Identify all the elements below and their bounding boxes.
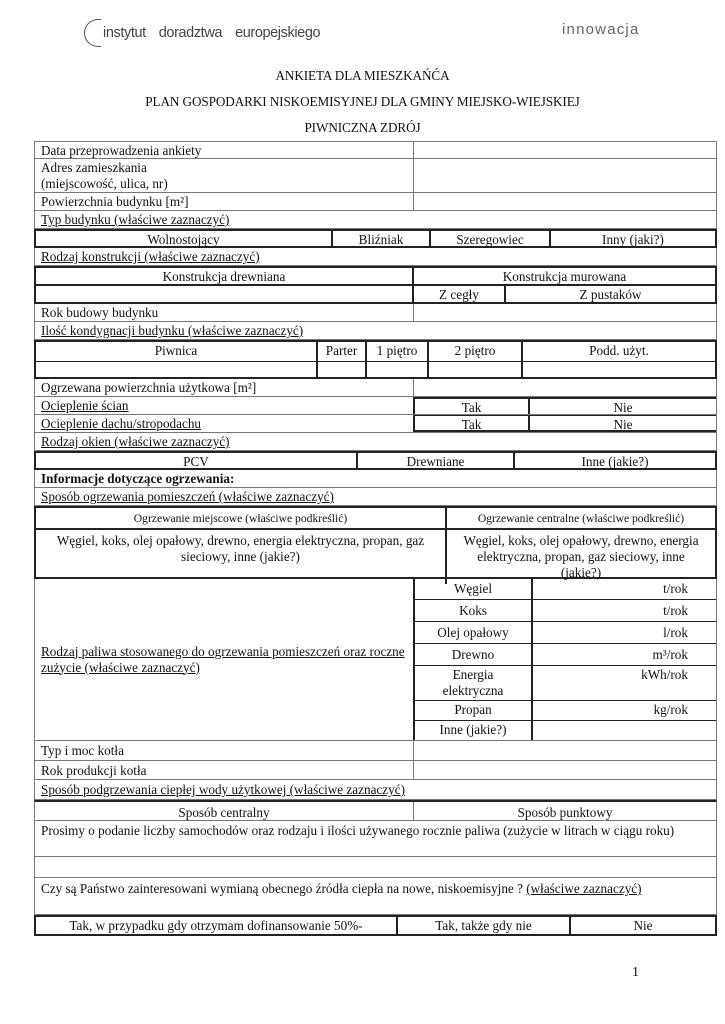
boiler-type-label: Typ i moc kotła	[41, 743, 124, 758]
storey-second-field[interactable]	[427, 362, 521, 377]
fuel-name: Inne (jakie?)	[439, 722, 507, 737]
window-pvc[interactable]: PCV	[183, 454, 209, 469]
central-heating-options[interactable]: Węgiel, koks, olej opałowy, drewno, energia elektryczna, propan, gaz sieciowy, inne (jakie?)	[445, 530, 715, 584]
fuel-amount-field[interactable]: m³/rok	[531, 644, 716, 665]
fuel-amount-field[interactable]: t/rok	[531, 600, 716, 621]
fuel-row-oil	[415, 622, 716, 644]
cars-question-row	[34, 821, 717, 857]
fuel-name: Olej opałowy	[437, 625, 509, 640]
storeys-label-row	[34, 322, 717, 340]
innovation-logo: innowacja	[562, 21, 640, 38]
roof-insulation-row	[34, 415, 717, 433]
hot-water-point[interactable]: Sposób punktowy	[413, 802, 716, 820]
boiler-year-label: Rok produkcji kotła	[41, 763, 147, 778]
survey-date-label: Data przeprowadzenia ankiety	[41, 143, 202, 158]
logo-word-2: doradztwa	[158, 25, 223, 41]
address-field[interactable]	[413, 159, 716, 192]
roof-insulation-label: Ocieplenie dachu/stropodachu	[41, 416, 202, 431]
heating-info-row	[34, 470, 717, 488]
storey-basement: Piwnica	[154, 343, 198, 358]
boiler-type-field[interactable]	[413, 741, 716, 760]
building-type-label: Typ budynku (właściwe zaznaczyć)	[41, 212, 230, 227]
build-year-label: Rok budowy budynku	[41, 305, 159, 320]
construction-masonry[interactable]: Konstrukcja murowana	[414, 268, 715, 286]
fuel-amount-field[interactable]: t/rok	[531, 579, 716, 599]
heating-method-row	[34, 488, 717, 506]
survey-title: ANKIETA DLA MIESZKAŃĆA	[275, 68, 450, 83]
replacement-question-row	[34, 878, 717, 915]
fuel-amount-field[interactable]: kg/rok	[531, 701, 716, 720]
fuel-row-coke	[415, 600, 716, 622]
local-heating-options[interactable]: Węgiel, koks, olej opałowy, drewno, energia elektryczna, propan, gaz sieciowy, inne (jakie?)	[56, 533, 425, 564]
masonry-brick[interactable]: Z cegły	[439, 287, 479, 302]
heating-info-label: Informacje dotyczące ogrzewania:	[41, 471, 235, 486]
roof-insulation-no[interactable]: Nie	[528, 415, 716, 432]
heated-area-label: Ogrzewana powierzchnia użytkowa [m²]	[41, 380, 257, 395]
central-heating-header: Ogrzewanie centralne (właściwe podkreślić)	[445, 508, 715, 528]
boiler-type-row	[34, 741, 717, 761]
windows-label: Rodzaj okien (właściwe zaznaczyć)	[41, 434, 230, 449]
hot-water-options	[34, 800, 717, 821]
boiler-year-row	[34, 761, 717, 780]
hot-water-label-row	[34, 780, 717, 800]
fuel-name: Drewno	[451, 647, 495, 662]
fuel-amount-field[interactable]: l/rok	[531, 622, 716, 643]
construction-wood-field[interactable]	[36, 286, 412, 302]
replacement-question-text: Czy są Państwo zainteresowani wymianą obecnego źródła ciepła na nowe, niskoemisyjne ?	[41, 881, 527, 896]
replacement-question	[35, 878, 716, 914]
window-other[interactable]: Inne (jakie?)	[513, 453, 715, 468]
storey-attic-field[interactable]	[521, 362, 715, 377]
fuel-amount-field[interactable]: kWh/rok	[531, 666, 716, 700]
build-year-row	[34, 304, 717, 322]
storey-first: 1 piętro	[365, 342, 427, 361]
building-type-other[interactable]: Inny (jaki?)	[549, 231, 715, 246]
fuel-row-wood	[415, 644, 716, 666]
survey-form	[34, 141, 717, 936]
wall-insulation-no[interactable]: Nie	[528, 397, 716, 414]
fuel-name: Propan	[454, 702, 492, 717]
wall-insulation-label: Ocieplenie ścian	[41, 398, 129, 413]
heating-type-grid	[34, 506, 717, 579]
building-type-semi[interactable]: Bliźniak	[331, 231, 429, 246]
building-type-detached[interactable]: Wolnostojący	[147, 232, 220, 247]
building-type-label-row	[34, 211, 717, 229]
heated-area-field[interactable]	[413, 379, 716, 396]
hot-water-label: Sposób podgrzewania ciepłej wody użytkowej (właściwe zaznaczyć)	[41, 782, 405, 797]
replacement-no[interactable]: Nie	[569, 917, 715, 934]
storey-ground: Parter	[316, 342, 365, 361]
replacement-options	[34, 915, 717, 936]
fuel-row-coal	[415, 579, 716, 600]
logo-word-1: instytut	[103, 25, 146, 41]
cars-answer-row	[34, 857, 717, 878]
address-row	[34, 159, 717, 193]
building-area-field[interactable]	[413, 193, 716, 210]
fuel-name: Węgiel	[453, 581, 493, 596]
storey-first-field[interactable]	[365, 362, 427, 377]
fuel-name: Koks	[459, 603, 487, 618]
roof-insulation-yes[interactable]: Tak	[413, 415, 528, 432]
storey-ground-field[interactable]	[316, 362, 365, 377]
logo-arc-icon	[84, 19, 101, 47]
windows-label-row	[34, 433, 717, 451]
survey-date-row	[34, 141, 717, 159]
address-label	[35, 159, 413, 192]
replacement-yes-with-funding[interactable]: Tak, w przypadku gdy otrzymam dofinansowanie 50%-	[69, 918, 363, 933]
hot-water-central[interactable]: Sposób centralny	[178, 805, 270, 820]
storey-second: 2 piętro	[427, 342, 521, 361]
masonry-block[interactable]: Z pustaków	[504, 286, 715, 304]
construction-label-row	[34, 248, 717, 266]
fuel-amount-field[interactable]	[531, 721, 716, 740]
build-year-field[interactable]	[413, 304, 716, 321]
storeys-label: Ilość kondygnacji budynku (właściwe zaznaczyć)	[41, 323, 304, 338]
construction-label: Rodzaj konstrukcji (właściwe zaznaczyć)	[41, 249, 260, 264]
address-label-line2: (miejscowość, ulica, nr)	[41, 176, 168, 191]
heated-area-row	[34, 379, 717, 397]
fuel-row-other	[415, 721, 716, 740]
fuel-label: Rodzaj paliwa stosowanego do ogrzewania pomieszczeń oraz roczne zużycie (właściwe zaznaczyć)	[41, 643, 405, 675]
storeys-grid	[34, 340, 717, 379]
fuel-row-propane	[415, 701, 716, 721]
heating-method-label: Sposób ogrzewania pomieszczeń (właściwe zaznaczyć)	[41, 489, 334, 504]
replacement-question-hint: (właściwe zaznaczyć)	[526, 881, 642, 896]
fuel-row	[34, 579, 717, 741]
replacement-yes-without-funding[interactable]: Tak, także gdy nie	[396, 917, 569, 934]
survey-date-field[interactable]	[413, 142, 716, 158]
building-type-terraced[interactable]: Szeregowiec	[429, 231, 549, 246]
page-number: 1	[632, 965, 639, 980]
wall-insulation-yes[interactable]: Tak	[413, 397, 528, 414]
fuel-table	[413, 579, 716, 740]
construction-wood[interactable]: Konstrukcja drewniana	[36, 268, 412, 286]
wall-insulation-row	[34, 397, 717, 415]
windows-options	[34, 451, 717, 470]
building-type-options	[34, 229, 717, 248]
plan-title: PLAN GOSPODARKI NISKOEMISYJNEJ DLA GMINY MIEJSKO-WIEJSKIEJ	[145, 94, 580, 109]
fuel-name: Energia elektryczna	[442, 667, 504, 698]
fuel-row-electricity	[415, 666, 716, 701]
construction-options	[34, 266, 717, 304]
building-area-label: Powierzchnia budynku [m²]	[41, 194, 189, 209]
window-wood[interactable]: Drewniane	[356, 453, 513, 468]
logo-word-3: europejskiego	[235, 25, 321, 41]
institute-logo	[84, 18, 333, 48]
storey-attic: Podd. użyt.	[521, 342, 715, 361]
address-label-line1: Adres zamieszkania	[41, 160, 147, 175]
municipality-title: PIWNICZNA ZDRÓJ	[304, 120, 421, 135]
local-heating-header: Ogrzewanie miejscowe (właściwe podkreślić)	[133, 512, 348, 525]
cars-question: Prosimy o podanie liczby samochodów oraz rodzaju i ilości używanego rocznie paliwa (zużycie w litrach w ciągu roku)	[41, 823, 675, 838]
boiler-year-field[interactable]	[413, 761, 716, 779]
cars-answer-field[interactable]	[35, 857, 716, 877]
building-area-row	[34, 193, 717, 211]
storey-basement-field[interactable]	[36, 362, 316, 377]
